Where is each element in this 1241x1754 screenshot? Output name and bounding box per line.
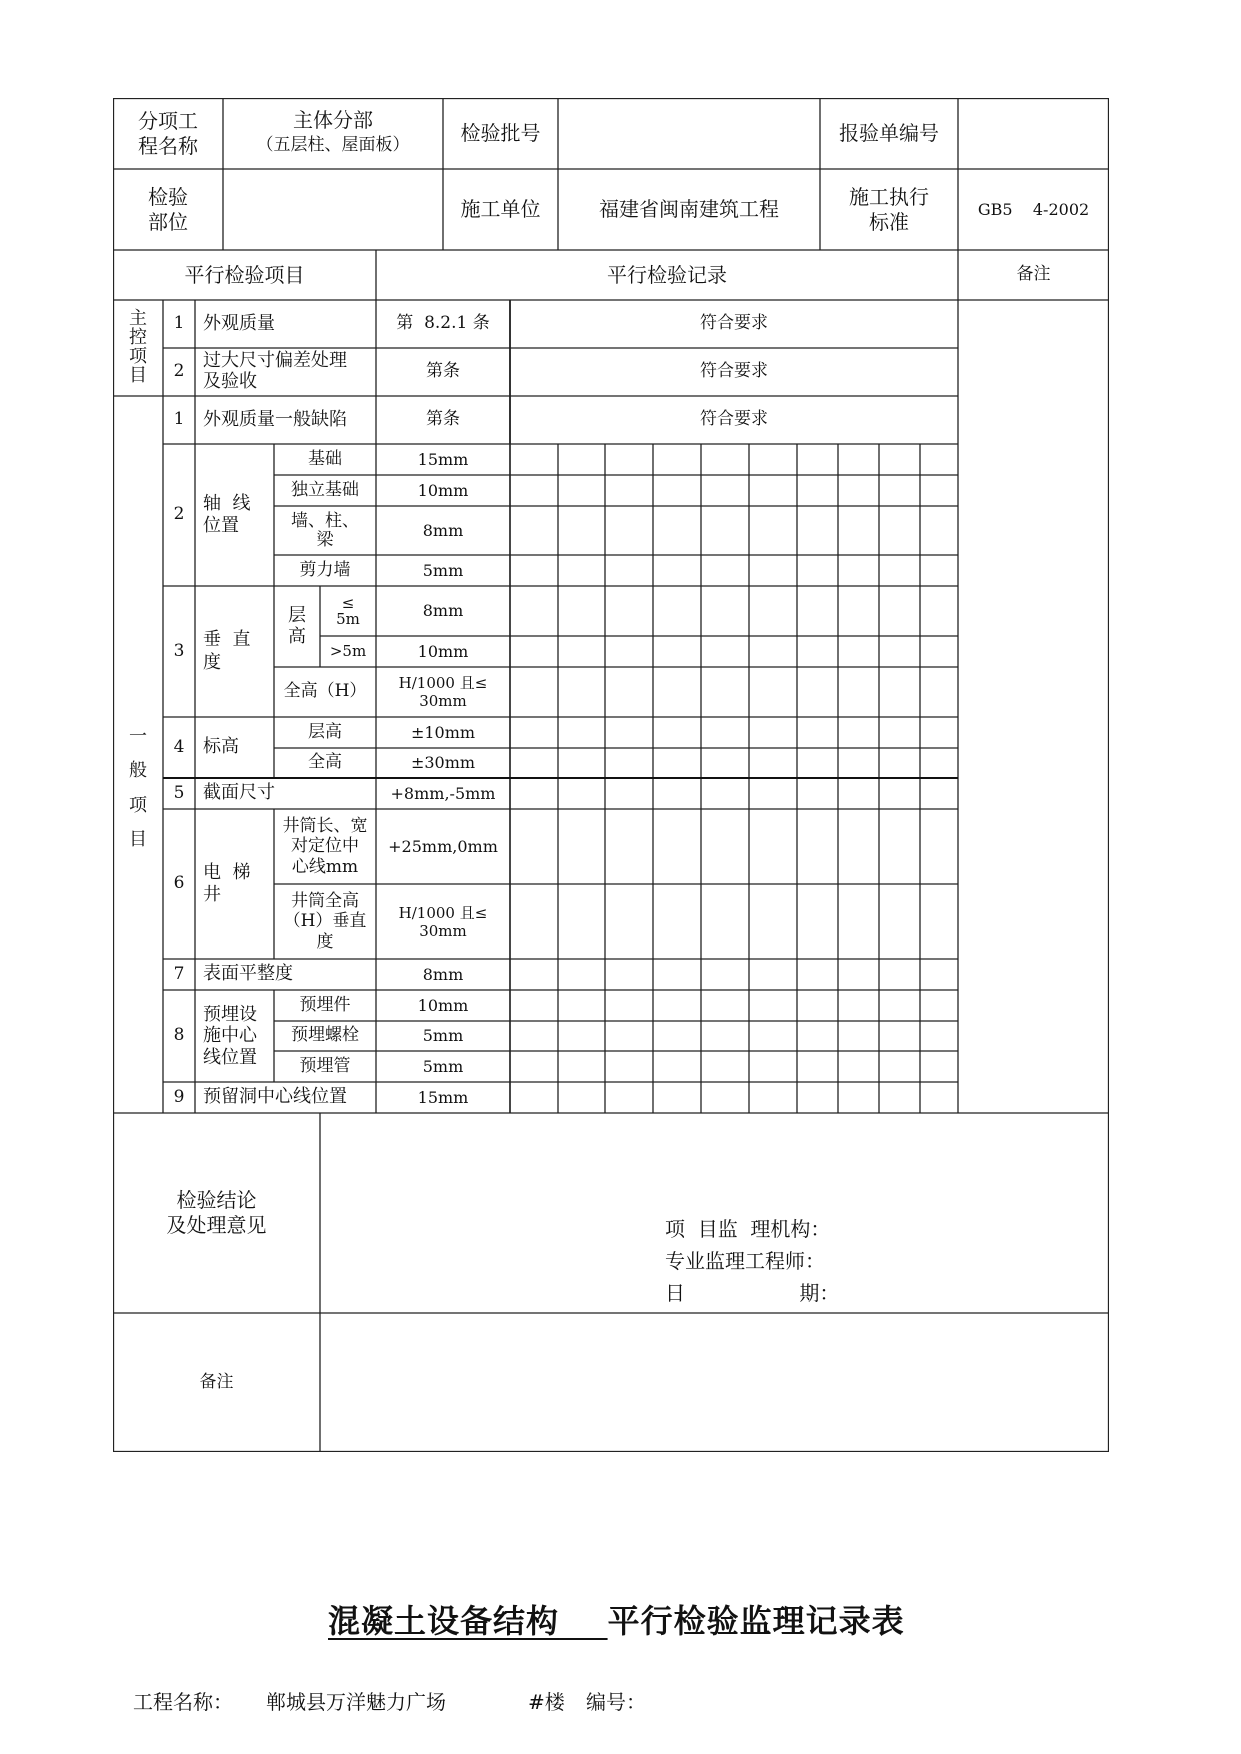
general-label: 一 般 项 目 — [129, 726, 147, 850]
embedded-item-name: 预埋螺栓 — [291, 1025, 359, 1046]
mc-row1-no: 1 — [173, 313, 185, 334]
remarks-label: 备注 — [199, 1371, 234, 1392]
gen-row1-clause: 第条 — [426, 409, 460, 430]
mc-row2-result: 符合要求 — [700, 361, 768, 382]
elevation-item-name: 层高 — [308, 721, 342, 742]
contractor-value: 福建省闽南建筑工程 — [599, 197, 779, 221]
sub-item-value: 主体分部 — [293, 107, 373, 132]
standard-value: GB5 4-2002 — [977, 199, 1090, 219]
location-value — [223, 169, 443, 250]
vertical-le5-label: ≤ 5m — [336, 593, 360, 628]
elevation-no: 4 — [173, 736, 185, 757]
elevator-item-tol: H/1000 且≤ 30mm — [398, 903, 488, 940]
project-name-label: 工程名称： — [133, 1690, 233, 1714]
embedded-name: 预埋设 施中心 线位置 — [203, 1003, 257, 1068]
col-record-header: 平行检验记录 — [607, 262, 727, 287]
remarks-value — [320, 1313, 1109, 1452]
embedded-item-tol: 5mm — [422, 1056, 464, 1076]
col-remark-header: 备注 — [1016, 264, 1051, 285]
vertical-le5-tol: 8mm — [422, 601, 464, 620]
reserved-name: 预留洞中心线位置 — [203, 1086, 347, 1108]
elevation-item-tol: ±10mm — [410, 722, 476, 742]
date-line: 日 期： — [665, 1281, 840, 1305]
elevator-name: 电 梯 井 — [203, 861, 251, 905]
axis-item-name: 独立基础 — [291, 479, 359, 500]
mc-row1-result: 符合要求 — [700, 313, 768, 334]
axis-item-tol: 8mm — [422, 520, 464, 540]
report-no-value — [958, 98, 1109, 169]
conclusion-label: 检验结论 及处理意见 — [166, 1188, 267, 1237]
elevation-name: 标高 — [203, 736, 239, 758]
flatness-name: 表面平整度 — [203, 963, 293, 985]
main-control-label: 主 控 项 目 — [129, 308, 147, 386]
axis-item-tol: 15mm — [417, 449, 469, 469]
axis-item-name: 基础 — [308, 448, 342, 469]
supervising-engineer-line: 专业监理工程师： — [665, 1249, 825, 1273]
axis-item-tol: 10mm — [417, 480, 469, 500]
sub-item-value-note: （五层柱、屋面板） — [256, 135, 410, 156]
batch-no-label: 检验批号 — [460, 121, 541, 145]
title-rest: 平行检验监理记录表 — [607, 1602, 905, 1640]
vertical-name: 垂 直 度 — [203, 629, 251, 673]
elevator-item-tol: +25mm,0mm — [388, 836, 498, 856]
gen-row1-no: 1 — [173, 409, 185, 430]
flatness-tol: 8mm — [422, 964, 464, 984]
axis-name: 轴 线 位置 — [203, 492, 251, 536]
location-label: 检验 部位 — [148, 184, 188, 234]
vertical-gt5-tol: 10mm — [417, 641, 469, 661]
embedded-item-tol: 10mm — [417, 995, 469, 1015]
embedded-item-name: 预埋件 — [299, 994, 351, 1015]
section-no: 5 — [173, 782, 185, 803]
gen-row1-name: 外观质量一般缺陷 — [203, 408, 347, 430]
vertical-floor-label: 层 高 — [288, 604, 306, 647]
vertical-no: 3 — [173, 640, 185, 661]
document-title — [328, 1596, 905, 1642]
section-name: 截面尺寸 — [203, 782, 275, 804]
mc-row1-name: 外观质量 — [203, 312, 275, 334]
section-tol: +8mm,-5mm — [390, 783, 496, 803]
axis-item-tol: 5mm — [422, 560, 464, 580]
axis-item-name: 剪力墙 — [299, 559, 351, 580]
mc-row2-name: 过大尺寸偏差处理 及验收 — [203, 350, 347, 392]
inspection-form — [113, 98, 1109, 1452]
elevation-item-tol: ±30mm — [410, 753, 476, 772]
document-number-label: 编号： — [586, 1690, 646, 1714]
gen-row1-result: 符合要求 — [700, 409, 768, 430]
flatness-no: 7 — [173, 963, 185, 984]
reserved-no: 9 — [173, 1086, 185, 1107]
col-item-header: 平行检验项目 — [184, 262, 305, 287]
vertical-full-tol: H/1000 且≤ 30mm — [398, 674, 488, 710]
sub-item-label: 分项工 程名称 — [138, 108, 198, 158]
standard-label: 施工执行 标准 — [849, 184, 929, 234]
title-underlined-part: 混凝土设备结构 — [328, 1602, 560, 1640]
embedded-no: 8 — [173, 1025, 185, 1046]
embedded-item-tol: 5mm — [422, 1026, 464, 1045]
supervision-agency-line: 项 目监 理机构： — [665, 1217, 831, 1241]
elevator-no: 6 — [173, 873, 185, 894]
contractor-label: 施工单位 — [460, 197, 541, 221]
elevator-item-name: 井筒长、宽 对定位中 心线mm — [282, 815, 368, 877]
vertical-full-label: 全高（H） — [283, 681, 367, 702]
mc-row1-clause: 第 8.2.1 条 — [396, 313, 490, 334]
axis-item-name: 墙、柱、 梁 — [291, 510, 359, 550]
mc-row2-no: 2 — [173, 361, 185, 382]
vertical-gt5-label: >5m — [329, 642, 367, 661]
elevation-item-name: 全高 — [308, 752, 342, 773]
title-underline-gap — [559, 1602, 608, 1640]
axis-no: 2 — [173, 504, 185, 525]
mc-row2-clause: 第条 — [426, 361, 460, 382]
elevator-item-name: 井筒全高 （H）垂直 度 — [283, 890, 367, 952]
batch-no-value — [558, 98, 820, 169]
building-number: #楼 — [528, 1690, 565, 1714]
project-name-value: 郸城县万洋魅力广场 — [266, 1690, 446, 1714]
embedded-item-name: 预埋管 — [299, 1055, 351, 1076]
reserved-tol: 15mm — [417, 1087, 469, 1107]
report-no-label: 报验单编号 — [839, 121, 939, 145]
